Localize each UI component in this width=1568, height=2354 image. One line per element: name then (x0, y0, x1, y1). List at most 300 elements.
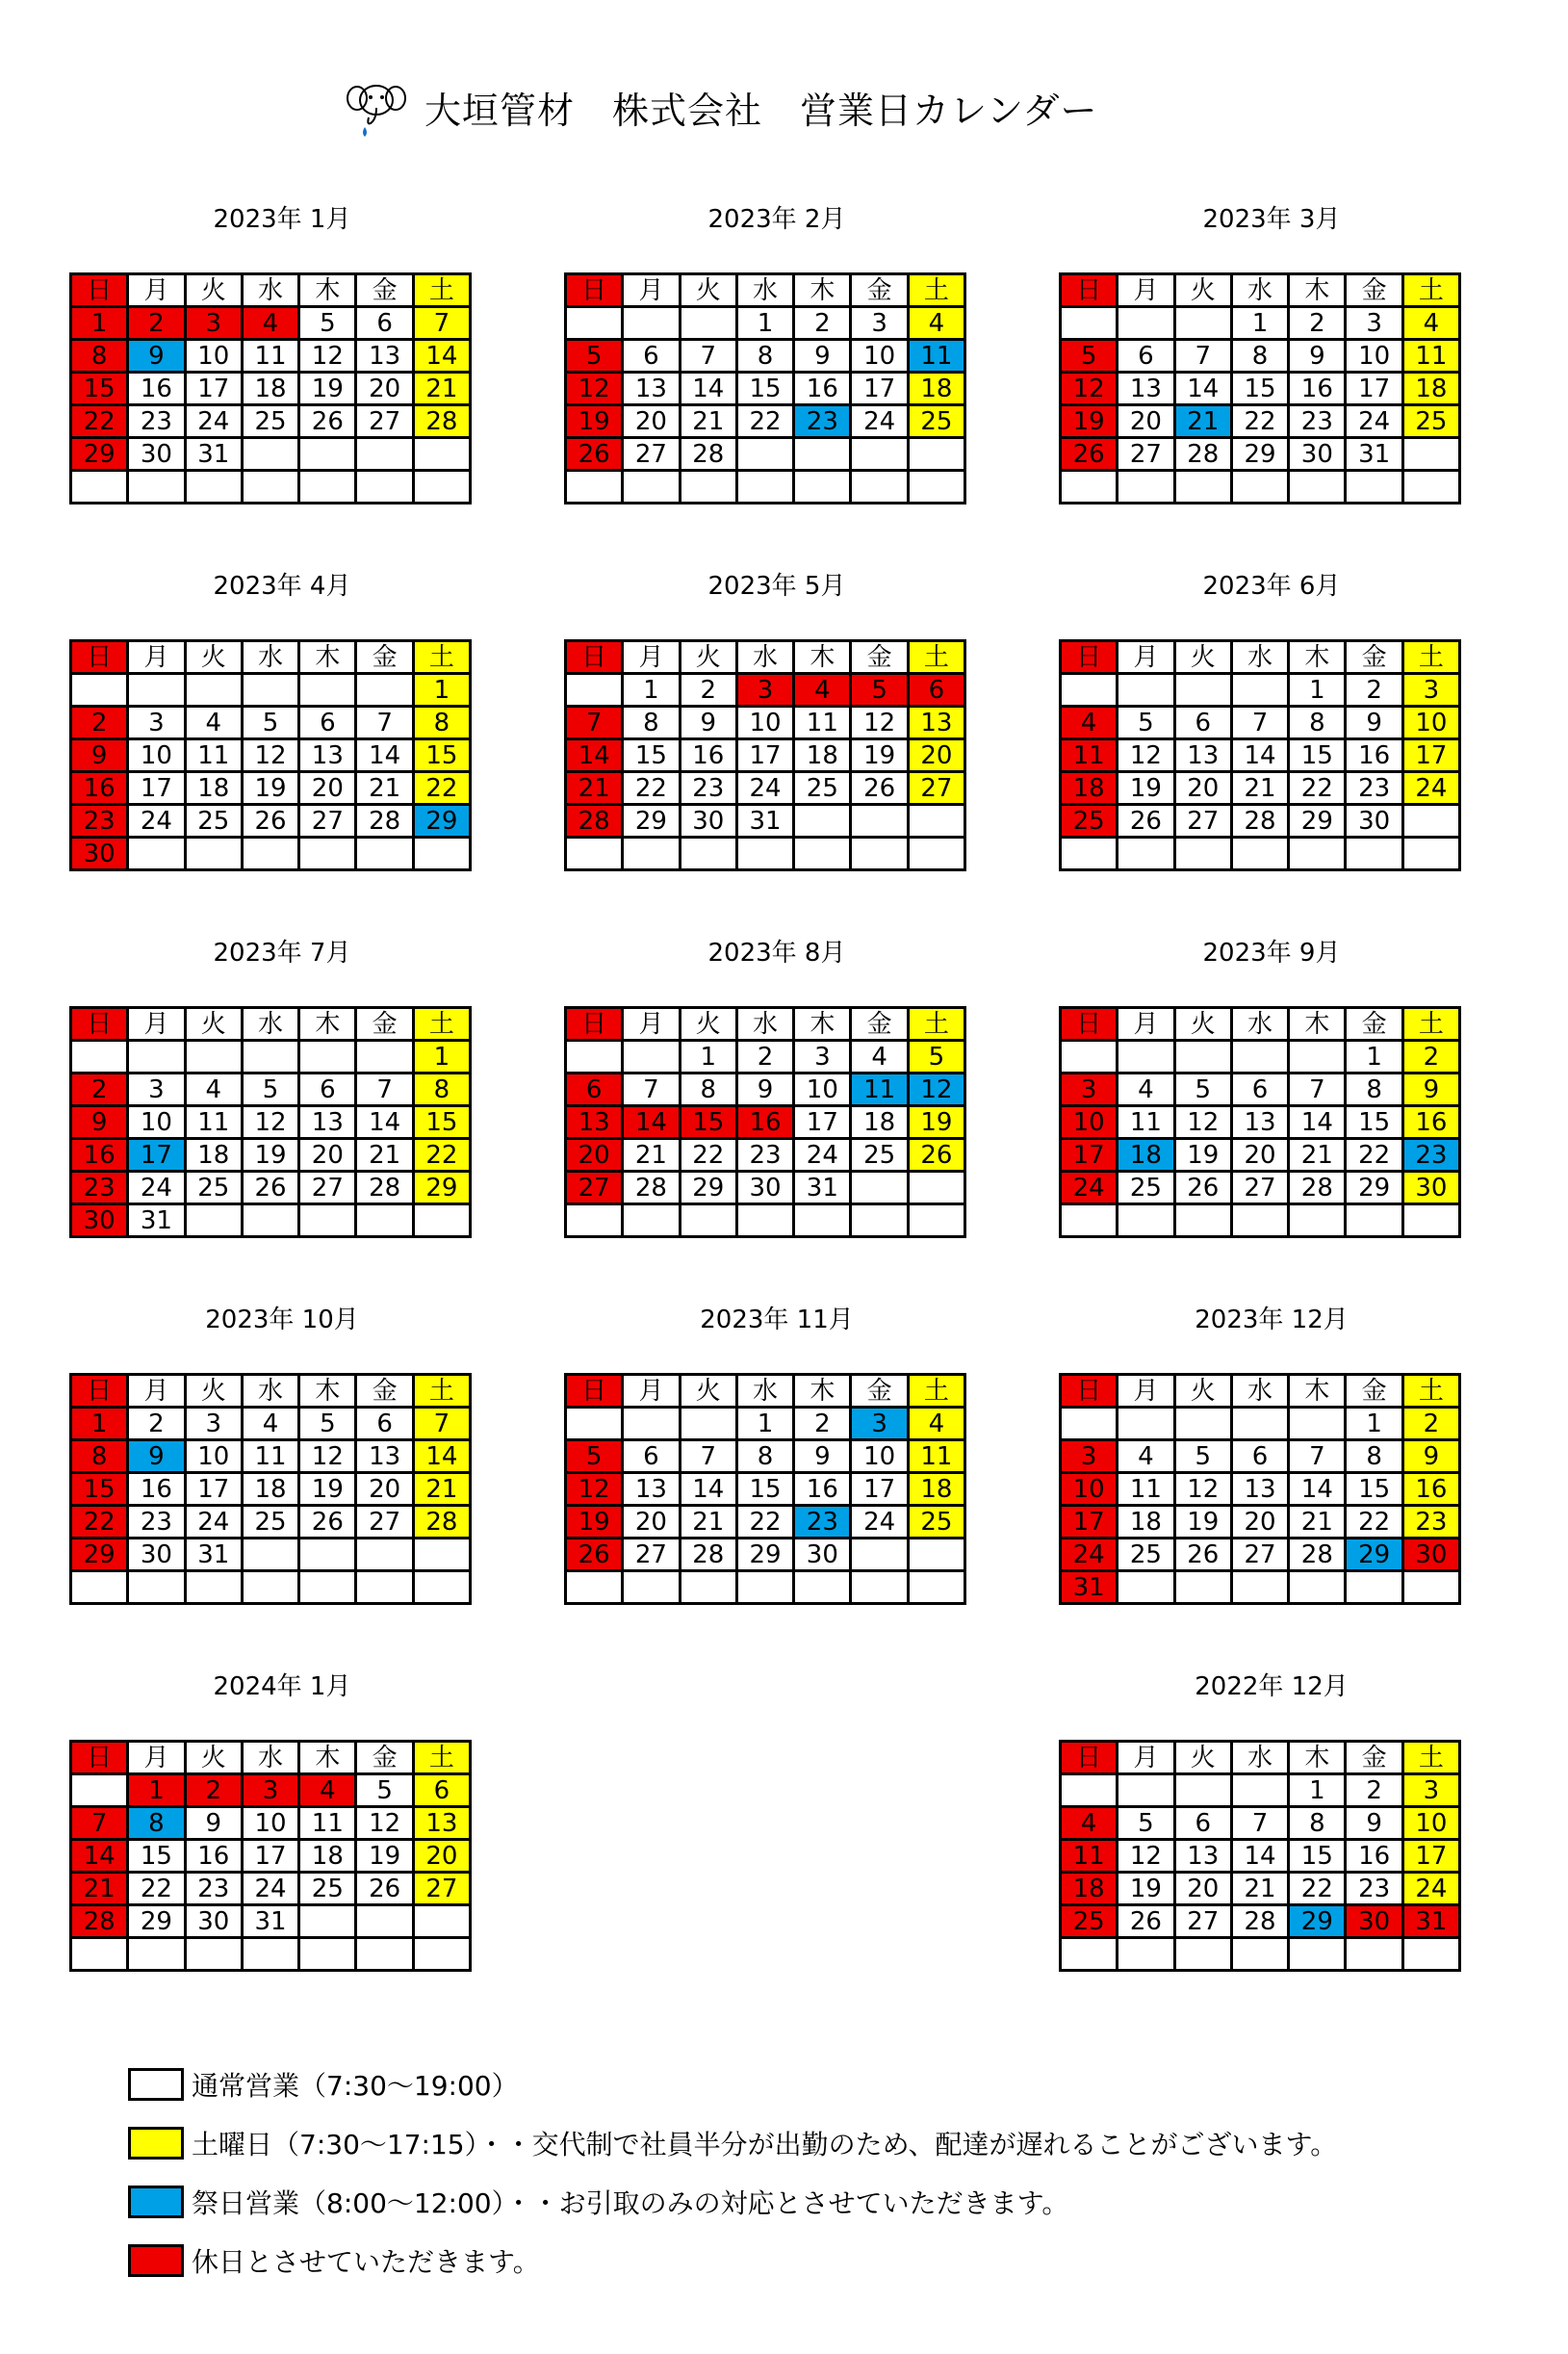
week-row (1061, 1408, 1460, 1440)
day-cell: 1 (1346, 1041, 1402, 1074)
day-cell (851, 471, 908, 504)
day-cell: 20 (356, 1473, 413, 1506)
day-cell (128, 1938, 185, 1971)
week-row (1061, 707, 1460, 739)
day-cell: 28 (1174, 438, 1231, 471)
day-cell (356, 1905, 413, 1938)
day-cell: 9 (71, 1106, 128, 1139)
day-cell: 23 (1402, 1506, 1459, 1539)
day-cell: 24 (1346, 405, 1402, 438)
day-cell (851, 1539, 908, 1571)
day-cell (185, 1041, 242, 1074)
day-cell: 17 (242, 1840, 298, 1873)
weekday-header: 木 (794, 641, 851, 674)
day-cell (736, 838, 793, 870)
day-cell (1061, 1774, 1118, 1807)
weekday-header: 木 (1289, 274, 1346, 307)
weekday-header: 火 (680, 1375, 736, 1408)
day-cell: 17 (1061, 1139, 1118, 1172)
day-cell (242, 1571, 298, 1604)
weekday-header: 日 (71, 1008, 128, 1041)
day-cell: 27 (356, 1506, 413, 1539)
day-cell (1289, 471, 1346, 504)
day-cell: 14 (1231, 739, 1288, 772)
day-cell: 19 (908, 1106, 964, 1139)
day-cell (1118, 1408, 1174, 1440)
day-cell: 5 (1174, 1074, 1231, 1106)
day-cell: 11 (1118, 1473, 1174, 1506)
day-cell: 28 (566, 805, 623, 838)
day-cell (1174, 1938, 1231, 1971)
day-cell: 31 (794, 1172, 851, 1204)
day-cell: 27 (1231, 1172, 1288, 1204)
weekday-header: 金 (356, 1742, 413, 1774)
day-cell (623, 307, 680, 340)
month-title: 2023年 11月 (700, 1306, 854, 1334)
day-cell (1174, 1204, 1231, 1237)
day-cell: 18 (1061, 1873, 1118, 1905)
day-cell (851, 838, 908, 870)
day-cell (566, 674, 623, 707)
day-cell: 3 (128, 707, 185, 739)
day-cell: 30 (1289, 438, 1346, 471)
day-cell: 1 (736, 307, 793, 340)
day-cell: 12 (299, 340, 356, 373)
weekday-header: 木 (299, 274, 356, 307)
week-row (1061, 1473, 1460, 1506)
day-cell: 26 (242, 805, 298, 838)
day-cell: 23 (71, 1172, 128, 1204)
day-cell: 23 (1346, 772, 1402, 805)
day-cell: 25 (908, 405, 964, 438)
weekday-header: 木 (1289, 641, 1346, 674)
day-cell: 14 (1231, 1840, 1288, 1873)
day-cell: 25 (1118, 1172, 1174, 1204)
day-cell: 20 (566, 1139, 623, 1172)
day-cell (1289, 1408, 1346, 1440)
day-cell: 21 (356, 772, 413, 805)
day-cell: 27 (623, 1539, 680, 1571)
day-cell (623, 471, 680, 504)
week-row (1061, 772, 1460, 805)
day-cell: 10 (851, 1440, 908, 1473)
legend-text: 祭日営業（8:00〜12:00）・・お引取のみの対応とさせていただきます。 (192, 2187, 1069, 2219)
month-title: 2023年 1月 (213, 205, 351, 234)
day-cell: 19 (851, 739, 908, 772)
day-cell: 24 (185, 405, 242, 438)
day-cell (851, 1571, 908, 1604)
day-cell: 1 (128, 1774, 185, 1807)
day-cell: 14 (1289, 1473, 1346, 1506)
weekday-header: 日 (71, 641, 128, 674)
day-cell: 6 (1231, 1074, 1288, 1106)
day-cell (185, 1938, 242, 1971)
day-cell (71, 1041, 128, 1074)
day-cell: 10 (1402, 707, 1459, 739)
day-cell: 8 (680, 1074, 736, 1106)
day-cell: 18 (908, 373, 964, 405)
day-cell: 11 (242, 1440, 298, 1473)
day-cell: 17 (128, 1139, 185, 1172)
day-cell: 18 (185, 772, 242, 805)
weekday-header: 月 (128, 1008, 185, 1041)
week-row (71, 307, 471, 340)
day-cell: 11 (908, 340, 964, 373)
week-row (71, 1440, 471, 1473)
day-cell (185, 471, 242, 504)
weekday-header: 火 (185, 274, 242, 307)
weekday-header: 土 (1402, 1008, 1459, 1041)
day-cell: 2 (794, 1408, 851, 1440)
day-cell: 6 (356, 307, 413, 340)
day-cell: 21 (71, 1873, 128, 1905)
day-cell: 1 (680, 1041, 736, 1074)
day-cell: 4 (242, 1408, 298, 1440)
day-cell (1174, 1571, 1231, 1604)
month-table (69, 1006, 472, 1238)
day-cell: 2 (680, 674, 736, 707)
day-cell (299, 471, 356, 504)
day-cell: 15 (680, 1106, 736, 1139)
day-cell: 27 (1231, 1539, 1288, 1571)
month-table (69, 1373, 472, 1605)
day-cell (185, 1204, 242, 1237)
day-cell (1174, 1041, 1231, 1074)
month-title: 2023年 7月 (213, 939, 351, 968)
weekday-header: 水 (1231, 641, 1288, 674)
day-cell: 6 (413, 1774, 470, 1807)
day-cell: 1 (1346, 1408, 1402, 1440)
day-cell (299, 1041, 356, 1074)
weekday-header: 金 (1346, 641, 1402, 674)
day-cell (413, 1204, 470, 1237)
weekday-header: 土 (908, 274, 964, 307)
day-cell: 1 (71, 1408, 128, 1440)
day-cell: 11 (1061, 739, 1118, 772)
day-cell: 5 (356, 1774, 413, 1807)
day-cell: 5 (299, 307, 356, 340)
month-title: 2023年 9月 (1202, 939, 1341, 968)
day-cell: 24 (1061, 1539, 1118, 1571)
day-cell: 28 (356, 805, 413, 838)
weekday-header: 土 (1402, 1742, 1459, 1774)
day-cell: 1 (623, 674, 680, 707)
day-cell: 30 (794, 1539, 851, 1571)
day-cell: 25 (1061, 1905, 1118, 1938)
day-cell: 10 (794, 1074, 851, 1106)
day-cell: 20 (1231, 1139, 1288, 1172)
week-row (71, 438, 471, 471)
week-row (566, 838, 965, 870)
month-table (69, 639, 472, 871)
day-cell: 26 (566, 438, 623, 471)
day-cell (566, 1041, 623, 1074)
day-cell: 2 (1289, 307, 1346, 340)
day-cell: 12 (1118, 1840, 1174, 1873)
weekday-header: 日 (566, 1008, 623, 1041)
day-cell: 23 (1346, 1873, 1402, 1905)
day-cell: 22 (71, 405, 128, 438)
day-cell: 20 (413, 1840, 470, 1873)
day-cell: 4 (851, 1041, 908, 1074)
day-cell: 17 (851, 1473, 908, 1506)
week-row (1061, 1807, 1460, 1840)
day-cell: 30 (1402, 1172, 1459, 1204)
day-cell: 30 (128, 1539, 185, 1571)
day-cell: 25 (1061, 805, 1118, 838)
day-cell: 20 (299, 772, 356, 805)
day-cell: 31 (242, 1905, 298, 1938)
day-cell: 26 (1174, 1539, 1231, 1571)
day-cell: 7 (566, 707, 623, 739)
day-cell: 22 (736, 1506, 793, 1539)
week-row (566, 1408, 965, 1440)
day-cell (71, 1571, 128, 1604)
week-row (71, 739, 471, 772)
day-cell (1231, 838, 1288, 870)
day-cell (71, 674, 128, 707)
day-cell: 29 (1289, 1905, 1346, 1938)
day-cell: 31 (128, 1204, 185, 1237)
day-cell: 29 (413, 805, 470, 838)
day-cell (566, 1571, 623, 1604)
day-cell: 26 (1061, 438, 1118, 471)
day-cell: 15 (1231, 373, 1288, 405)
day-cell: 3 (1061, 1074, 1118, 1106)
weekday-header: 木 (1289, 1375, 1346, 1408)
month-table (69, 272, 472, 504)
weekday-header: 土 (1402, 641, 1459, 674)
day-cell: 20 (908, 739, 964, 772)
day-cell: 16 (736, 1106, 793, 1139)
day-cell: 17 (1402, 1840, 1459, 1873)
day-cell: 30 (1346, 1905, 1402, 1938)
weekday-header: 日 (1061, 1375, 1118, 1408)
day-cell: 22 (1289, 772, 1346, 805)
day-cell: 19 (1118, 1873, 1174, 1905)
day-cell (1174, 838, 1231, 870)
day-cell (242, 674, 298, 707)
weekday-header: 金 (1346, 1742, 1402, 1774)
day-cell (356, 1204, 413, 1237)
day-cell: 30 (185, 1905, 242, 1938)
day-cell: 18 (1118, 1506, 1174, 1539)
day-cell (908, 438, 964, 471)
day-cell: 5 (566, 340, 623, 373)
weekday-header: 木 (794, 1008, 851, 1041)
day-cell (794, 805, 851, 838)
month-title: 2023年 10月 (205, 1306, 359, 1334)
week-row (1061, 340, 1460, 373)
week-row (566, 1571, 965, 1604)
day-cell: 28 (1289, 1539, 1346, 1571)
weekday-header: 木 (299, 1008, 356, 1041)
day-cell: 8 (71, 340, 128, 373)
day-cell (242, 438, 298, 471)
day-cell: 6 (1231, 1440, 1288, 1473)
day-cell (794, 838, 851, 870)
day-cell: 30 (128, 438, 185, 471)
day-cell: 8 (413, 707, 470, 739)
week-row (566, 1074, 965, 1106)
day-cell: 26 (566, 1539, 623, 1571)
day-cell: 6 (623, 340, 680, 373)
day-cell: 27 (1174, 805, 1231, 838)
weekday-header-row (71, 641, 471, 674)
day-cell: 10 (242, 1807, 298, 1840)
day-cell: 28 (71, 1905, 128, 1938)
day-cell: 27 (623, 438, 680, 471)
day-cell (1174, 471, 1231, 504)
week-row (1061, 1041, 1460, 1074)
week-row (71, 1571, 471, 1604)
day-cell: 21 (413, 1473, 470, 1506)
day-cell: 22 (736, 405, 793, 438)
day-cell (356, 1539, 413, 1571)
day-cell: 17 (851, 373, 908, 405)
day-cell: 26 (908, 1139, 964, 1172)
day-cell: 15 (736, 1473, 793, 1506)
week-row (71, 373, 471, 405)
day-cell: 2 (128, 1408, 185, 1440)
day-cell (1231, 674, 1288, 707)
day-cell: 16 (71, 1139, 128, 1172)
day-cell (299, 438, 356, 471)
day-cell: 17 (1346, 373, 1402, 405)
day-cell: 3 (1402, 674, 1459, 707)
day-cell: 7 (1231, 1807, 1288, 1840)
weekday-header: 水 (1231, 1008, 1288, 1041)
week-row (566, 1041, 965, 1074)
day-cell (299, 838, 356, 870)
day-cell: 23 (1289, 405, 1346, 438)
weekday-header: 日 (1061, 1742, 1118, 1774)
day-cell (794, 438, 851, 471)
weekday-header: 日 (566, 274, 623, 307)
week-row (71, 1172, 471, 1204)
day-cell: 31 (185, 438, 242, 471)
week-row (566, 405, 965, 438)
day-cell (71, 1938, 128, 1971)
month-title: 2023年 3月 (1202, 205, 1341, 234)
week-row (71, 1408, 471, 1440)
day-cell (185, 1571, 242, 1604)
weekday-header: 土 (908, 1008, 964, 1041)
weekday-header: 火 (185, 1008, 242, 1041)
weekday-header: 金 (851, 274, 908, 307)
day-cell: 4 (185, 1074, 242, 1106)
day-cell: 10 (185, 340, 242, 373)
day-cell: 28 (356, 1172, 413, 1204)
day-cell (1402, 471, 1459, 504)
day-cell: 30 (1402, 1539, 1459, 1571)
day-cell (185, 674, 242, 707)
day-cell (736, 438, 793, 471)
day-cell (1174, 674, 1231, 707)
weekday-header-row (71, 1742, 471, 1774)
week-row (1061, 405, 1460, 438)
day-cell: 27 (299, 1172, 356, 1204)
day-cell (1061, 1938, 1118, 1971)
day-cell (623, 1408, 680, 1440)
week-row (1061, 1440, 1460, 1473)
day-cell: 24 (1402, 1873, 1459, 1905)
week-row (71, 1873, 471, 1905)
legend-item (128, 2065, 519, 2104)
day-cell: 18 (1118, 1139, 1174, 1172)
week-row (1061, 471, 1460, 504)
week-row (1061, 1204, 1460, 1237)
weekday-header: 木 (299, 1375, 356, 1408)
week-row (71, 1905, 471, 1938)
day-cell: 29 (413, 1172, 470, 1204)
week-row (71, 1139, 471, 1172)
day-cell: 25 (851, 1139, 908, 1172)
day-cell: 6 (1174, 707, 1231, 739)
weekday-header: 金 (1346, 274, 1402, 307)
day-cell (1346, 471, 1402, 504)
day-cell (566, 471, 623, 504)
week-row (71, 772, 471, 805)
month-title: 2023年 5月 (707, 572, 846, 601)
week-row (71, 1774, 471, 1807)
month-table (564, 639, 966, 871)
day-cell: 10 (736, 707, 793, 739)
legend-text: 通常営業（7:30〜19:00） (192, 2070, 519, 2102)
day-cell: 12 (566, 1473, 623, 1506)
day-cell: 31 (1346, 438, 1402, 471)
day-cell: 23 (1402, 1139, 1459, 1172)
weekday-header-row (1061, 1742, 1460, 1774)
weekday-header-row (1061, 1008, 1460, 1041)
day-cell: 27 (1118, 438, 1174, 471)
day-cell (1289, 838, 1346, 870)
day-cell: 24 (736, 772, 793, 805)
day-cell: 30 (1346, 805, 1402, 838)
day-cell: 3 (128, 1074, 185, 1106)
day-cell (356, 1571, 413, 1604)
day-cell: 9 (128, 340, 185, 373)
day-cell: 27 (566, 1172, 623, 1204)
day-cell: 20 (299, 1139, 356, 1172)
day-cell: 30 (71, 838, 128, 870)
weekday-header-row (71, 1008, 471, 1041)
day-cell: 9 (794, 1440, 851, 1473)
day-cell: 10 (1061, 1473, 1118, 1506)
day-cell (356, 438, 413, 471)
day-cell: 22 (1231, 405, 1288, 438)
week-row (1061, 1506, 1460, 1539)
day-cell: 7 (623, 1074, 680, 1106)
day-cell: 16 (185, 1840, 242, 1873)
weekday-header: 水 (242, 274, 298, 307)
week-row (566, 438, 965, 471)
day-cell: 22 (680, 1139, 736, 1172)
day-cell (908, 1571, 964, 1604)
day-cell (1118, 838, 1174, 870)
week-row (1061, 1139, 1460, 1172)
day-cell (128, 674, 185, 707)
week-row (566, 707, 965, 739)
day-cell: 16 (71, 772, 128, 805)
day-cell (299, 1938, 356, 1971)
day-cell: 10 (128, 739, 185, 772)
day-cell: 12 (356, 1807, 413, 1840)
day-cell: 3 (851, 307, 908, 340)
day-cell: 8 (413, 1074, 470, 1106)
day-cell: 13 (1118, 373, 1174, 405)
day-cell (736, 471, 793, 504)
